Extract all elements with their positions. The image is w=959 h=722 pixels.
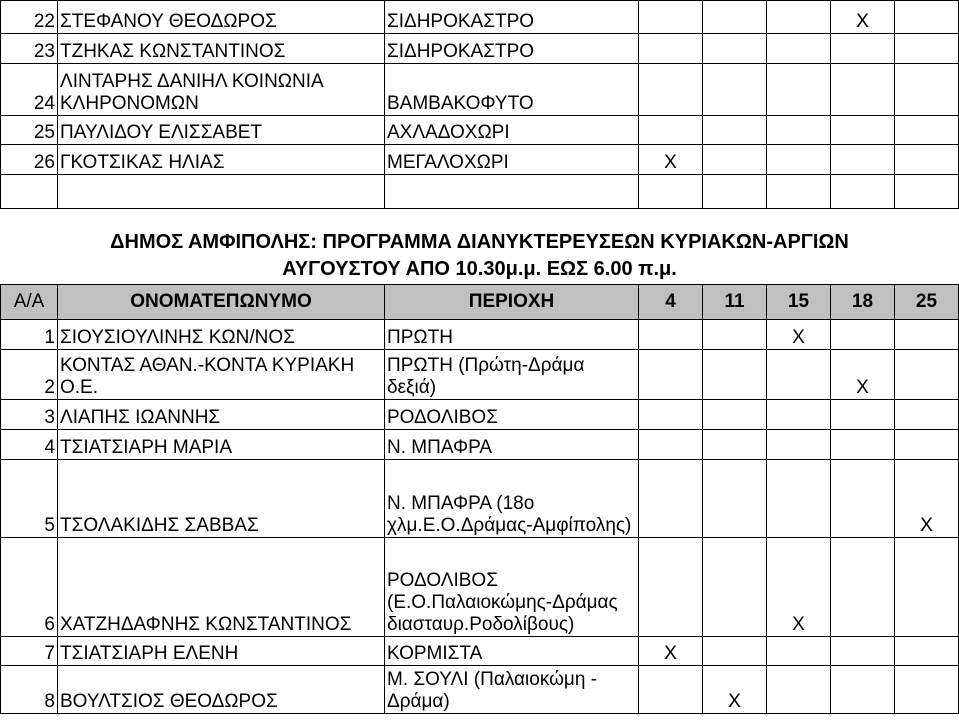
day-11-mark (703, 400, 767, 430)
day-11-mark (703, 116, 767, 145)
day-25-mark (895, 320, 959, 350)
day-18-mark: X (831, 1, 895, 34)
day-25-mark (895, 430, 959, 460)
header-day-11: 11 (703, 285, 767, 320)
day-4-mark (639, 400, 703, 430)
header-area: ΠΕΡΙΟΧΗ (385, 285, 639, 320)
table-row (1, 64, 959, 116)
day-18-mark (831, 116, 895, 145)
day-18-mark (831, 538, 895, 637)
row-number: 3 (1, 400, 58, 430)
day-11-mark (703, 460, 767, 538)
day-4-mark (639, 116, 703, 145)
area-name: ΜΕΓΑΛΟΧΩΡΙ (385, 145, 639, 175)
person-name: ΓΚΟΤΣΙΚΑΣ ΗΛΙΑΣ (58, 145, 385, 175)
person-name: ΤΖΗΚΑΣ ΚΩΝΣΤΑΝΤΙΝΟΣ (58, 34, 385, 64)
table-row (1, 34, 959, 64)
person-name: ΚΟΝΤΑΣ ΑΘΑΝ.-ΚΟΝΤΑ ΚΥΡΙΑΚΗ Ο.Ε. (58, 350, 385, 400)
day-11-mark (703, 320, 767, 350)
subtitle-row (1, 255, 959, 285)
person-name: ΤΣΟΛΑΚΙΔΗΣ ΣΑΒΒΑΣ (58, 460, 385, 538)
day-11-mark (703, 637, 767, 666)
row-number: 23 (1, 34, 58, 64)
empty-row (1, 175, 959, 209)
table-row (1, 637, 959, 666)
person-name: ΒΟΥΛΤΣΙΟΣ ΘΕΟΔΩΡΟΣ (58, 666, 385, 714)
row-number: 8 (1, 666, 58, 714)
day-18-mark (831, 320, 895, 350)
table-row (1, 350, 959, 400)
day-4-mark (639, 34, 703, 64)
day-18-mark (831, 666, 895, 714)
person-name: ΛΙΑΠΗΣ ΙΩΑΝΝΗΣ (58, 400, 385, 430)
day-18-mark (831, 34, 895, 64)
header-day-4: 4 (639, 285, 703, 320)
row-number: 24 (1, 64, 58, 116)
person-name: ΧΑΤΖΗΔΑΦΝΗΣ ΚΩΝΣΤΑΝΤΙΝΟΣ (58, 538, 385, 637)
day-25-mark (895, 637, 959, 666)
day-11-mark (703, 64, 767, 116)
header-day-25: 25 (895, 285, 959, 320)
day-25-mark (895, 145, 959, 175)
table-row (1, 1, 959, 34)
day-11-mark (703, 430, 767, 460)
day-25-mark (895, 1, 959, 34)
page-subtitle: ΑΥΓΟΥΣΤΟΥ ΑΠΟ 10.30μ.μ. ΕΩΣ 6.00 π.μ. (1, 255, 959, 285)
area-name: ΚΟΡΜΙΣΤΑ (385, 637, 639, 666)
day-11-mark: X (703, 666, 767, 714)
area-name: ΒΑΜΒΑΚΟΦΥΤΟ (385, 64, 639, 116)
person-name: ΤΣΙΑΤΣΙΑΡΗ ΕΛΕΝΗ (58, 637, 385, 666)
day-4-mark: X (639, 637, 703, 666)
row-number: 6 (1, 538, 58, 637)
area-name: Ν. ΜΠΑΦΡΑ (18ο χλμ.Ε.Ο.Δράμας-Αμφίπολης) (385, 460, 639, 538)
header-day-15: 15 (767, 285, 831, 320)
area-name: Ν. ΜΠΑΦΡΑ (385, 430, 639, 460)
page-title: ΔΗΜΟΣ ΑΜΦΙΠΟΛΗΣ: ΠΡΟΓΡΑΜΜΑ ΔΙΑΝΥΚΤΕΡΕΥΣΕΩΝ ΚΥΡΙΑΚΩΝ-ΑΡΓΙΩΝ (1, 209, 959, 255)
day-18-mark (831, 145, 895, 175)
area-name: ΡΟΔΟΛΙΒΟΣ (385, 400, 639, 430)
day-18-mark (831, 430, 895, 460)
area-name: ΑΧΛΑΔΟΧΩΡΙ (385, 116, 639, 145)
day-4-mark (639, 430, 703, 460)
table-row (1, 460, 959, 538)
row-number: 7 (1, 637, 58, 666)
day-18-mark (831, 460, 895, 538)
day-4-mark (639, 350, 703, 400)
day-25-mark (895, 666, 959, 714)
day-25-mark: X (895, 460, 959, 538)
area-name: ΣΙΔΗΡΟΚΑΣΤΡΟ (385, 1, 639, 34)
person-name: ΣΤΕΦΑΝΟΥ ΘΕΟΔΩΡΟΣ (58, 1, 385, 34)
table-row (1, 145, 959, 175)
table-row (1, 430, 959, 460)
header-row (1, 285, 959, 320)
row-number: 5 (1, 460, 58, 538)
day-18-mark: X (831, 350, 895, 400)
row-number: 4 (1, 430, 58, 460)
person-name: ΣΙΟΥΣΙΟΥΛΙΝΗΣ ΚΩΝ/ΝΟΣ (58, 320, 385, 350)
day-11-mark (703, 538, 767, 637)
header-day-18: 18 (831, 285, 895, 320)
day-4-mark (639, 666, 703, 714)
day-25-mark (895, 34, 959, 64)
area-name: ΣΙΔΗΡΟΚΑΣΤΡΟ (385, 34, 639, 64)
row-number: 26 (1, 145, 58, 175)
title-row (1, 209, 959, 255)
day-18-mark (831, 637, 895, 666)
person-name: ΠΑΥΛΙΔΟΥ ΕΛΙΣΣΑΒΕΤ (58, 116, 385, 145)
day-15-mark (767, 637, 831, 666)
day-15-mark (767, 64, 831, 116)
day-15-mark (767, 1, 831, 34)
day-18-mark (831, 400, 895, 430)
row-number: 25 (1, 116, 58, 145)
area-name: ΠΡΩΤΗ (Πρώτη-Δράμα δεξιά) (385, 350, 639, 400)
day-4-mark (639, 1, 703, 34)
day-15-mark (767, 145, 831, 175)
day-15-mark (767, 666, 831, 714)
header-aa: Α/Α (1, 285, 58, 320)
day-4-mark (639, 538, 703, 637)
area-name: ΠΡΩΤΗ (385, 320, 639, 350)
area-name: ΡΟΔΟΛΙΒΟΣ (Ε.Ο.Παλαιοκώμης-Δράμας διασταυρ.Ροδολίβους) (385, 538, 639, 637)
day-4-mark (639, 320, 703, 350)
day-25-mark (895, 64, 959, 116)
row-number: 22 (1, 1, 58, 34)
area-name: Μ. ΣΟΥΛΙ (Παλαιοκώμη - Δράμα) (385, 666, 639, 714)
day-25-mark (895, 116, 959, 145)
day-11-mark (703, 145, 767, 175)
day-25-mark (895, 350, 959, 400)
table-row (1, 538, 959, 637)
day-11-mark (703, 350, 767, 400)
day-15-mark: X (767, 538, 831, 637)
day-11-mark (703, 1, 767, 34)
header-name: ΟΝΟΜΑΤΕΠΩΝΥΜΟ (58, 285, 385, 320)
day-15-mark: X (767, 320, 831, 350)
day-4-mark (639, 460, 703, 538)
day-15-mark (767, 400, 831, 430)
row-number: 2 (1, 350, 58, 400)
day-11-mark (703, 34, 767, 64)
person-name: ΛΙΝΤΑΡΗΣ ΔΑΝΙΗΛ ΚΟΙΝΩΝΙΑ ΚΛΗΡΟΝΟΜΩΝ (58, 64, 385, 116)
day-15-mark (767, 430, 831, 460)
day-15-mark (767, 350, 831, 400)
day-4-mark: X (639, 145, 703, 175)
day-15-mark (767, 460, 831, 538)
day-18-mark (831, 64, 895, 116)
day-25-mark (895, 400, 959, 430)
table-row (1, 400, 959, 430)
day-25-mark (895, 538, 959, 637)
table-row (1, 666, 959, 714)
table-row (1, 116, 959, 145)
person-name: ΤΣΙΑΤΣΙΑΡΗ ΜΑΡΙΑ (58, 430, 385, 460)
day-15-mark (767, 34, 831, 64)
table-row (1, 320, 959, 350)
day-4-mark (639, 64, 703, 116)
day-15-mark (767, 116, 831, 145)
row-number: 1 (1, 320, 58, 350)
